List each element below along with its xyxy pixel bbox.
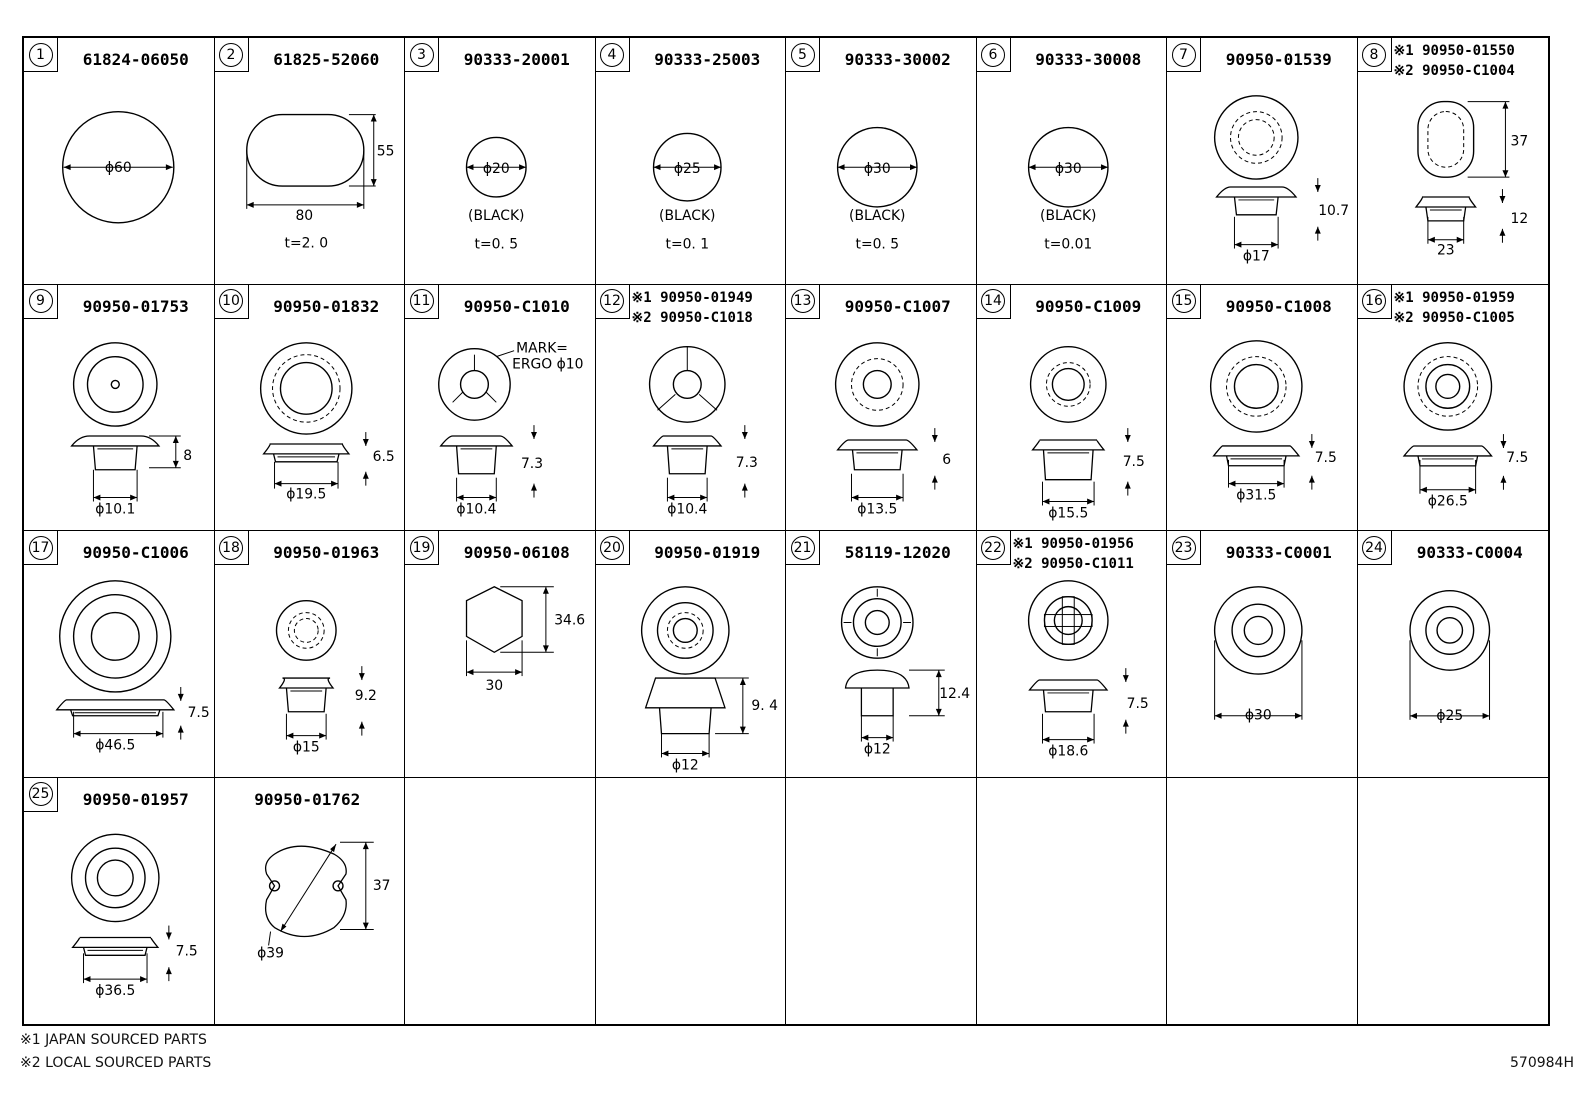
dimension-label: ϕ12 (671, 757, 699, 774)
dimension-label: ϕ25 (1435, 707, 1463, 724)
part-cell (977, 38, 1168, 285)
dimension-label: ϕ46.5 (95, 737, 136, 754)
part-drawing (977, 531, 1167, 777)
part-drawing (786, 778, 976, 1025)
arrowhead (166, 932, 172, 939)
arrowhead (1500, 441, 1506, 448)
grommet-flange (838, 439, 917, 449)
dimension-label: 10.7 (1318, 202, 1350, 219)
dimension-label: 37 (1509, 133, 1528, 150)
cross-rib (1062, 597, 1074, 645)
outline-circle (1030, 346, 1105, 421)
arrowhead (932, 435, 938, 442)
dimension-label: ϕ17 (1242, 248, 1270, 265)
part-number: 90950-01919 (654, 543, 761, 562)
thickness-label: t=0. 5 (474, 236, 519, 253)
grommet-flange (441, 436, 512, 446)
color-label: (BLACK) (849, 207, 906, 224)
part-cell (1167, 778, 1358, 1025)
outline-circle (294, 619, 318, 643)
grommet-body (457, 445, 497, 473)
item-number: 5 (791, 43, 815, 67)
dimension-label: 7.5 (187, 704, 210, 721)
outline-circle (60, 581, 171, 692)
outline-circle (863, 370, 891, 398)
part-drawing (24, 38, 214, 284)
part-number: ※2 90950-C1005 (1393, 309, 1515, 326)
part-drawing (1358, 531, 1549, 777)
dimension-label: 37 (372, 877, 391, 894)
item-number: 10 (219, 289, 243, 313)
diameter-label: ϕ60 (104, 160, 132, 177)
item-number: 16 (1362, 289, 1386, 313)
grommet-flange (1029, 680, 1106, 690)
outline-circle (641, 587, 728, 674)
part-cell (1358, 38, 1549, 285)
part-cell (405, 778, 596, 1025)
dimension-label: 9. 4 (750, 697, 778, 714)
part-number: 90950-C1010 (463, 296, 570, 316)
outline-circle (1211, 340, 1302, 431)
part-number: 90950-C1007 (844, 296, 951, 316)
outline-circle (260, 342, 351, 433)
part-number: 90950-01963 (273, 543, 380, 562)
grommet-body (1417, 455, 1477, 465)
part-cell (215, 531, 406, 778)
item-number: 9 (29, 289, 53, 313)
item-number: 18 (219, 536, 243, 560)
part-drawing (1167, 38, 1357, 284)
footnote-local: ※2 LOCAL SOURCED PARTS (20, 1055, 212, 1071)
rib-line (486, 392, 496, 402)
outline-circle (853, 599, 901, 647)
oval-grommet-outline (1417, 102, 1473, 178)
arrowhead (1315, 227, 1321, 234)
item-number: 21 (791, 536, 815, 560)
part-number: 90333-C0001 (1225, 543, 1332, 562)
dimension-label: ϕ10.1 (95, 500, 136, 517)
grommet-body (861, 688, 893, 716)
grommet-flange (1404, 446, 1491, 456)
color-label: (BLACK) (468, 207, 525, 224)
grommet-flange (73, 937, 158, 947)
grommet-flange (653, 436, 720, 446)
dimension-label: ϕ13.5 (857, 500, 898, 517)
part-number: 90333-30008 (1035, 50, 1142, 69)
dimension-label: ϕ30 (1244, 707, 1272, 724)
part-number: ※1 90950-01550 (1393, 43, 1515, 59)
part-cell (977, 778, 1168, 1025)
item-number: 11 (410, 289, 434, 313)
part-cell (1358, 531, 1549, 778)
grommet-body (273, 453, 338, 461)
dimension-label: ϕ10.4 (456, 500, 497, 517)
item-number: 1 (29, 43, 53, 67)
color-label: (BLACK) (1039, 207, 1096, 224)
outline-circle (1238, 120, 1274, 156)
outline-circle (91, 613, 139, 661)
outline-circle (1410, 591, 1490, 671)
outline-circle (657, 603, 713, 659)
outline-circle (1234, 364, 1278, 408)
arrowhead (358, 673, 364, 680)
diameter-label: ϕ39 (256, 944, 284, 961)
item-number: 2 (219, 43, 243, 67)
outline-circle (86, 848, 146, 908)
arrowhead (358, 722, 364, 729)
outline-circle (1044, 597, 1092, 645)
thickness-label: t=2. 0 (284, 235, 328, 252)
part-number: 90950-C1006 (82, 543, 189, 562)
dimension-label: 9.2 (354, 687, 377, 704)
part-cell (24, 778, 215, 1025)
arrowhead (362, 471, 368, 478)
part-drawing (405, 531, 595, 777)
part-cell (405, 531, 596, 778)
grommet-flange (57, 700, 174, 710)
part-number: 90333-C0004 (1416, 543, 1523, 562)
grommet-body (667, 445, 707, 473)
grommet-flange (72, 436, 159, 446)
item-number: 23 (1172, 536, 1196, 560)
dimension-label: 6.5 (372, 448, 395, 465)
arrowhead (1124, 435, 1130, 442)
arrowhead (1499, 196, 1505, 203)
dimension-label: 23 (1436, 242, 1455, 259)
grommet-flange (645, 678, 724, 708)
outline-circle (87, 356, 143, 412)
dimension-label: 7.5 (1122, 453, 1145, 470)
diagonal-dimension (280, 844, 336, 931)
outline-circle (272, 354, 339, 421)
part-number: 90950-01539 (1225, 50, 1332, 69)
part-drawing (786, 285, 976, 531)
arrowhead (1315, 185, 1321, 192)
height-label: 55 (376, 143, 394, 160)
item-number: 19 (410, 536, 434, 560)
arrowhead (531, 483, 537, 490)
dimension-label: 12 (1509, 210, 1528, 227)
outline-circle (1435, 374, 1459, 398)
diameter-label: ϕ25 (673, 161, 701, 178)
part-number: 61824-06050 (82, 50, 189, 69)
arrowhead (1500, 475, 1506, 482)
item-number: 3 (410, 43, 434, 67)
item-number: 6 (981, 43, 1005, 67)
part-cell (24, 285, 215, 532)
dimension-label: ϕ10.4 (666, 500, 707, 517)
dimension-label: 12.4 (939, 685, 971, 702)
part-cell (786, 285, 977, 532)
part-drawing (24, 285, 214, 531)
outline-circle (74, 595, 157, 678)
outline-circle (1232, 604, 1284, 656)
part-cell (596, 38, 787, 285)
arrowhead (932, 475, 938, 482)
footnote-japan: ※1 JAPAN SOURCED PARTS (20, 1032, 207, 1048)
part-cell (24, 38, 215, 285)
outline-circle (1244, 616, 1272, 644)
part-number: 90950-01957 (82, 789, 189, 809)
part-drawing (215, 285, 405, 531)
part-number: 90950-C1009 (1035, 296, 1142, 316)
arrowhead (166, 967, 172, 974)
grommet-body (1227, 455, 1287, 465)
outline-circle (72, 834, 159, 921)
part-cell (1167, 531, 1358, 778)
outline-circle (842, 587, 913, 658)
outline-circle (280, 362, 332, 414)
arrowhead (1122, 675, 1128, 682)
part-cell (786, 778, 977, 1025)
item-number: 20 (600, 536, 624, 560)
arrowhead (531, 432, 537, 439)
rib-line (699, 394, 717, 410)
grommet-body (659, 708, 711, 734)
part-cell (1358, 778, 1549, 1025)
part-drawing (215, 38, 405, 284)
grommet-flange (1415, 197, 1475, 207)
part-cell (977, 285, 1168, 532)
part-drawing (1358, 285, 1549, 531)
diameter-label: ϕ20 (482, 161, 510, 178)
part-cell (215, 778, 406, 1025)
item-number: 17 (29, 536, 53, 560)
outline-circle (276, 601, 336, 661)
width-label: 80 (294, 207, 313, 224)
item-number: 14 (981, 289, 1005, 313)
part-number: 90333-30002 (844, 50, 951, 69)
part-drawing (1167, 778, 1357, 1025)
dimension-label: 7.5 (175, 942, 198, 959)
part-drawing (596, 38, 786, 284)
grommet-flange (263, 443, 348, 453)
part-cell (977, 531, 1168, 778)
part-number: ※2 90950-C1018 (631, 309, 753, 326)
item-number: 22 (981, 536, 1005, 560)
part-number: 90333-25003 (654, 50, 761, 69)
part-drawing (1167, 531, 1357, 777)
part-cell (405, 38, 596, 285)
dimension-label: 7.3 (735, 454, 758, 471)
part-cell (596, 778, 787, 1025)
outline-circle (1417, 356, 1477, 416)
arrowhead (1309, 440, 1315, 447)
outline-circle (1052, 368, 1084, 400)
part-number: ※1 90950-01956 (1012, 536, 1134, 552)
dimension-label: ϕ36.5 (95, 982, 136, 999)
outline-circle (1227, 356, 1287, 416)
part-drawing (215, 531, 405, 777)
part-cell (1167, 38, 1358, 285)
outline-circle (288, 613, 324, 649)
grommet-body (84, 947, 147, 955)
part-drawing (405, 778, 595, 1025)
arrowhead (1309, 475, 1315, 482)
leader-line (268, 931, 270, 945)
part-cell (405, 285, 596, 532)
diameter-label: ϕ30 (1054, 161, 1082, 178)
item-number: 7 (1172, 43, 1196, 67)
part-cell (1358, 285, 1549, 532)
part-drawing (786, 531, 976, 777)
part-number: 90950-01832 (273, 296, 380, 316)
part-number: 58119-12020 (844, 543, 951, 562)
arrowhead (741, 483, 747, 490)
outline-circle (1215, 587, 1302, 674)
dimension-label: ϕ18.6 (1047, 743, 1088, 760)
grommet-flange (1214, 445, 1299, 455)
outline-circle (1425, 607, 1473, 655)
dimension-label: 6 (942, 451, 952, 468)
part-number: 90950-01753 (82, 296, 189, 316)
grommet-body (286, 688, 326, 712)
rib-line (453, 392, 463, 402)
grommet-body (1043, 449, 1093, 479)
part-drawing (405, 285, 595, 531)
part-number: 90950-06108 (463, 543, 570, 562)
grommet-body (93, 445, 137, 469)
dimension-label: 7.5 (1126, 695, 1149, 712)
outline-circle (1437, 618, 1462, 643)
part-number: 90333-20001 (463, 50, 570, 69)
part-cell (215, 38, 406, 285)
mark-label: ERGO ϕ10 (512, 356, 584, 373)
dome-cap (846, 670, 909, 688)
outline-circle (111, 380, 119, 388)
part-cell (596, 531, 787, 778)
dimension-label: ϕ31.5 (1236, 487, 1277, 504)
thickness-label: t=0. 1 (665, 236, 709, 253)
outline-circle (461, 370, 489, 398)
part-drawing (1358, 38, 1549, 284)
arrowhead (741, 432, 747, 439)
part-cell (786, 38, 977, 285)
part-cell (1167, 285, 1358, 532)
dimension-label: 8 (183, 447, 193, 464)
dimension-label: ϕ12 (863, 741, 891, 758)
outline-circle (1028, 581, 1107, 660)
parts-grid (22, 36, 1550, 1026)
item-number: 12 (600, 289, 624, 313)
diameter-label: ϕ30 (863, 161, 891, 178)
part-drawing (24, 778, 214, 1025)
part-number: ※2 90950-C1004 (1393, 63, 1515, 79)
dimension-label: 30 (485, 677, 504, 694)
outline-circle (97, 860, 133, 896)
outline-circle (74, 342, 157, 425)
part-cell (24, 531, 215, 778)
dimension-label: 7.5 (1314, 449, 1337, 466)
thickness-label: t=0.01 (1043, 236, 1092, 253)
dimension-label: ϕ15 (292, 739, 320, 756)
outline-circle (1215, 96, 1298, 179)
inner-dashed-outline (1427, 112, 1463, 168)
outline-circle (1054, 607, 1082, 635)
part-number: ※2 90950-C1011 (1012, 556, 1134, 572)
part-number: 90950-01762 (254, 789, 361, 809)
mark-label: MARK= (516, 340, 568, 357)
item-number: 4 (600, 43, 624, 67)
part-number: ※1 90950-01959 (1393, 289, 1515, 306)
outline-circle (673, 370, 701, 398)
part-cell (215, 285, 406, 532)
part-drawing (596, 778, 786, 1025)
part-drawing (24, 531, 214, 777)
part-drawing (977, 778, 1167, 1025)
cross-rib (1044, 615, 1092, 627)
part-drawing (1358, 778, 1549, 1025)
part-drawing (405, 38, 595, 284)
arrowhead (1124, 481, 1130, 488)
part-drawing (977, 38, 1167, 284)
part-number: 90950-C1008 (1225, 296, 1332, 316)
thickness-label: t=0. 5 (855, 236, 900, 253)
rib-line (657, 394, 675, 410)
dimension-label: 7.5 (1505, 449, 1528, 466)
arrowhead (178, 726, 184, 733)
outline-circle (851, 358, 903, 410)
arrowhead (178, 694, 184, 701)
outline-circle (836, 342, 919, 425)
dimension-label: 34.6 (554, 612, 586, 629)
arrowhead (362, 439, 368, 446)
arrowhead (1122, 720, 1128, 727)
diagram-code: 570984H (1510, 1055, 1574, 1071)
part-drawing (977, 285, 1167, 531)
grommet-body (1425, 207, 1465, 221)
dimension-label: 7.3 (520, 455, 544, 472)
dimension-label: ϕ26.5 (1427, 493, 1468, 510)
part-drawing (596, 531, 786, 777)
item-number: 24 (1362, 536, 1386, 560)
part-cell (786, 531, 977, 778)
dimension-label: ϕ19.5 (285, 486, 326, 503)
part-drawing (596, 285, 786, 531)
dimension-label: ϕ15.5 (1047, 504, 1088, 521)
item-number: 8 (1362, 43, 1386, 67)
part-number: ※1 90950-01949 (631, 289, 753, 306)
outline-circle (865, 611, 889, 635)
oval-plug-outline (246, 115, 363, 186)
part-number: 61825-52060 (273, 50, 380, 69)
arrowhead (1499, 229, 1505, 236)
part-drawing (215, 778, 405, 1025)
hexagon-plug-outline (467, 587, 523, 652)
color-label: (BLACK) (658, 207, 715, 224)
item-number: 13 (791, 289, 815, 313)
item-number: 15 (1172, 289, 1196, 313)
grommet-flange (1217, 187, 1296, 197)
part-cell (596, 285, 787, 532)
part-drawing (1167, 285, 1357, 531)
outline-circle (673, 619, 697, 643)
outline-circle (1425, 364, 1469, 408)
item-number: 25 (29, 782, 53, 806)
outline-circle (1404, 342, 1491, 429)
part-drawing (786, 38, 976, 284)
grommet-flange (1032, 439, 1103, 449)
grommet-flange (279, 678, 333, 688)
